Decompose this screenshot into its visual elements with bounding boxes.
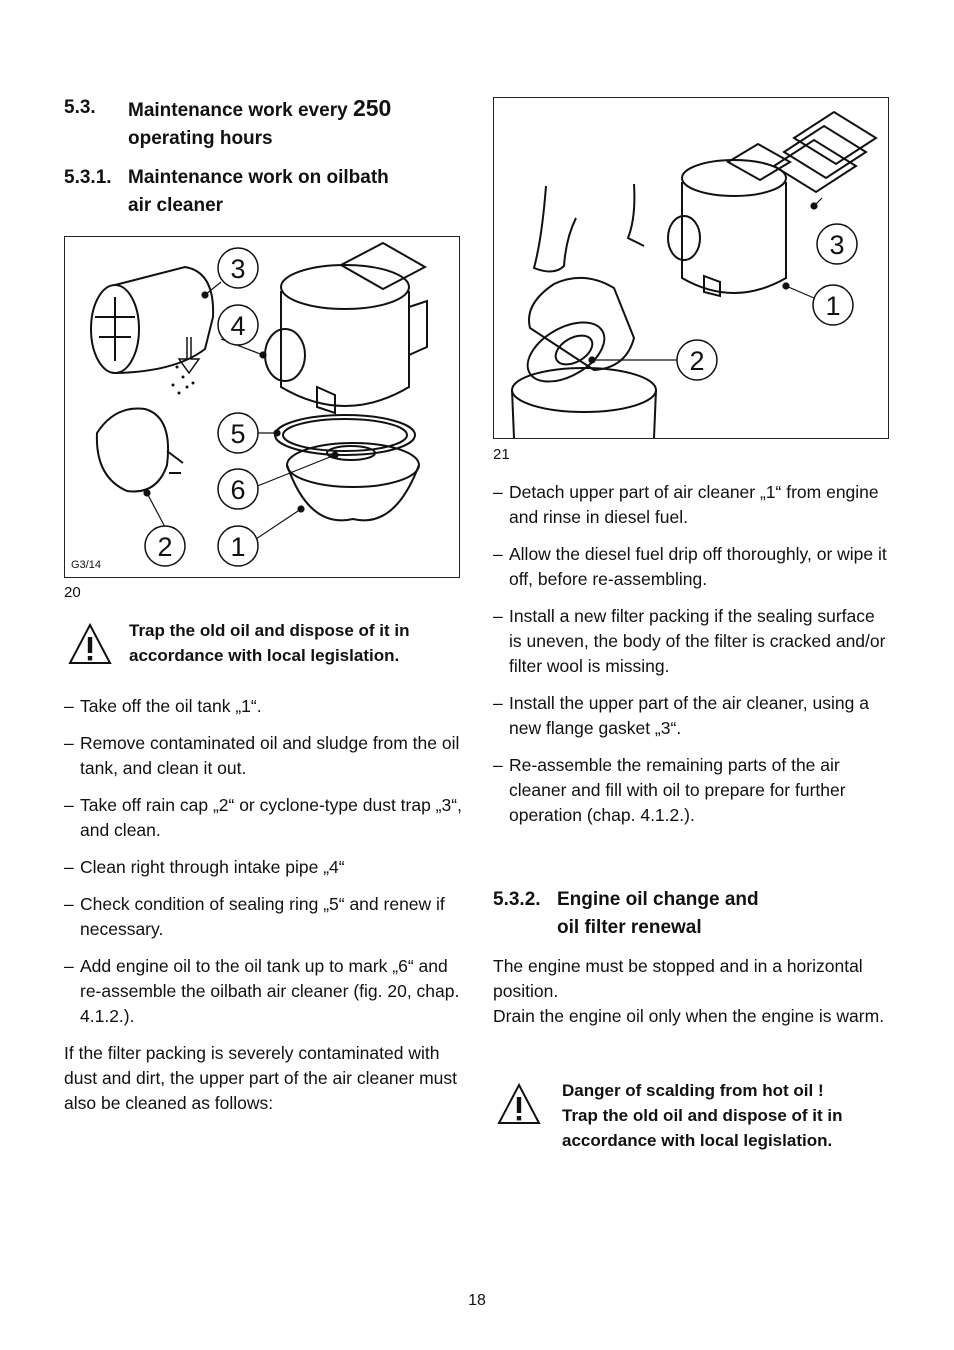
warning-line: accordance with local legislation. xyxy=(562,1131,833,1150)
heading-hours-number: 250 xyxy=(352,95,392,121)
section-number: 5.3.2. xyxy=(493,889,541,910)
section-number: 5.3. xyxy=(64,97,96,118)
heading-text: Maintenance work on oilbath xyxy=(128,167,389,188)
warning-triangle-icon xyxy=(497,1082,541,1126)
section-heading-5-3-1 xyxy=(64,164,464,220)
right-bullet-list xyxy=(493,480,891,828)
figure-20-oilbath-air-cleaner xyxy=(64,236,460,578)
left-bullet-list xyxy=(64,694,464,1116)
closing-paragraph: If the filter packing is severely contaminated with dust and dirt, the upper part of the air cleaner must also be cleaned as follows: xyxy=(64,1043,457,1113)
section-number: 5.3.1. xyxy=(64,167,112,188)
heading-text-2: air cleaner xyxy=(128,195,224,216)
warning-line: Danger of scalding from hot oil ! xyxy=(562,1081,824,1100)
list-item: – Clean right through intake pipe „4“ xyxy=(64,857,345,877)
heading-text-2: operating hours xyxy=(128,128,273,149)
list-item: – Check condition of sealing ring „5“ and renew if necessary. xyxy=(64,894,445,939)
page-number: 18 xyxy=(468,1292,486,1309)
rinse-illustration xyxy=(494,98,888,438)
callout-number: 3 xyxy=(829,230,845,260)
callout-number: 2 xyxy=(157,532,173,562)
callout-number: 2 xyxy=(689,346,705,376)
callout-number: 4 xyxy=(230,311,246,341)
heading-text: Maintenance work every xyxy=(128,100,353,121)
section-heading-5-3 xyxy=(64,94,464,153)
paragraph-drain-warm: Drain the engine oil only when the engine is warm. xyxy=(493,1006,885,1026)
heading-text-2: oil filter renewal xyxy=(557,917,702,938)
list-item: – Install a new filter packing if the sealing surface is uneven, the body of the filter is cracked and/or filter wool is missing. xyxy=(493,606,886,676)
list-item: – Add engine oil to the oil tank up to mark „6“ and re-assemble the oilbath air cleaner (fig. 20, chap. 4.1.2.). xyxy=(64,956,460,1026)
air-cleaner-exploded-illustration xyxy=(65,237,459,577)
callout-number: 5 xyxy=(230,419,246,449)
paragraph-stopped-engine: The engine must be stopped and in a horizontal position. xyxy=(493,956,863,1001)
warning-line: Trap the old oil and dispose of it in xyxy=(562,1106,843,1125)
warning-text xyxy=(562,1078,892,1153)
list-item: – Install the upper part of the air cleaner, using a new flange gasket „3“. xyxy=(493,693,869,738)
section-heading-5-3-2 xyxy=(493,886,893,942)
callout-number: 1 xyxy=(230,532,246,562)
figure-code: G3/14 xyxy=(71,559,101,571)
callout-number: 1 xyxy=(825,291,841,321)
list-item: – Allow the diesel fuel drip off thoroughly, or wipe it off, before re-assembling. xyxy=(493,544,887,589)
heading-text: Engine oil change and xyxy=(557,889,759,910)
warning-triangle-icon xyxy=(68,622,112,666)
list-item: – Remove contaminated oil and sludge from the oil tank, and clean it out. xyxy=(64,733,460,778)
figure-21-upper-part-cleaning xyxy=(493,97,889,439)
list-item: – Take off the oil tank „1“. xyxy=(64,696,262,716)
list-item: – Re-assemble the remaining parts of the air cleaner and fill with oil to prepare for further operation (chap. 4.1.2.). xyxy=(493,755,846,825)
list-item: – Take off rain cap „2“ or cyclone-type dust trap „3“, and clean. xyxy=(64,795,462,840)
warning-text: Trap the old oil and dispose of it in accordance with local legislation. xyxy=(129,621,410,665)
callout-number: 6 xyxy=(230,475,246,505)
list-item: – Detach upper part of air cleaner „1“ from engine and rinse in diesel fuel. xyxy=(493,482,879,527)
figure-number: 20 xyxy=(64,584,81,601)
figure-number: 21 xyxy=(493,446,510,463)
callout-number: 3 xyxy=(230,254,246,284)
